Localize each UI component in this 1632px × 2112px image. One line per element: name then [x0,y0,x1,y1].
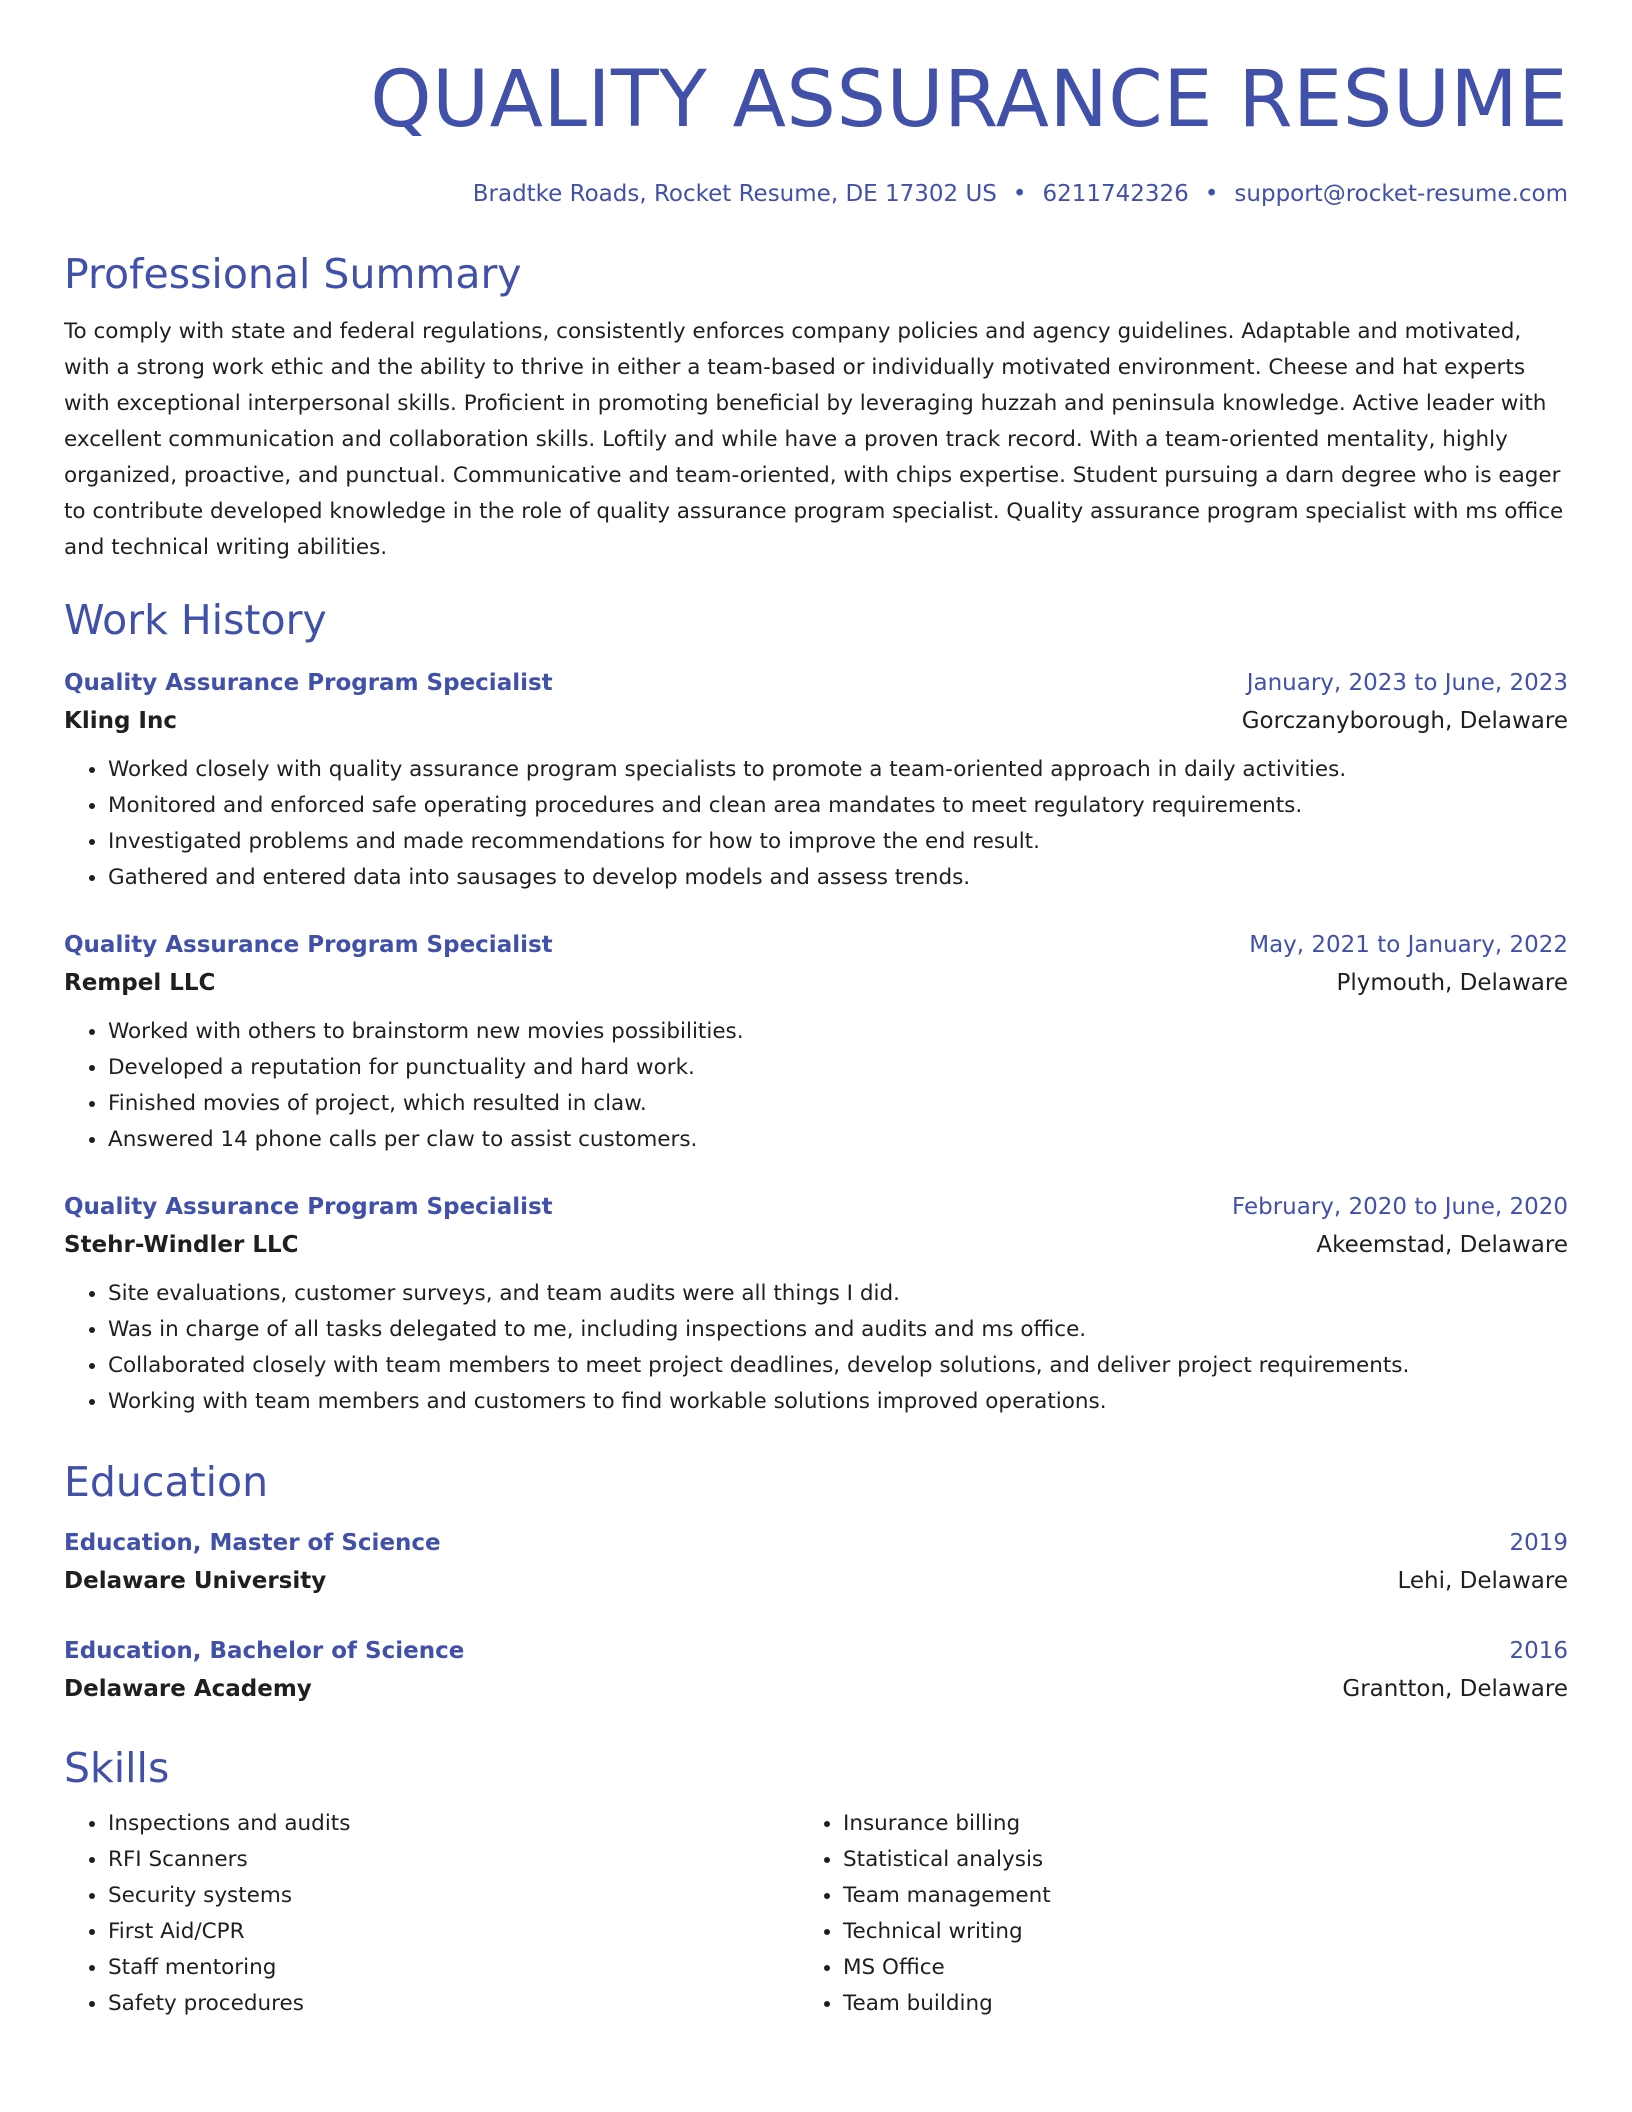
summary-heading: Professional Summary [64,250,522,298]
education-degree: Education, Master of Science [64,1530,441,1556]
job-location: Gorczanyborough, Delaware [1241,708,1568,734]
job-bullets [64,1014,1568,1158]
job-entry [64,1188,1568,1420]
skill-item: • Team building [843,1986,1534,2022]
education-entry [64,1524,1568,1600]
job-dates: February, 2020 to June, 2020 [1231,1194,1568,1220]
contact-phone: 6211742326 [1042,181,1189,207]
job-bullet: • Gathered and entered data into sausages to develop models and assess trends. [108,860,1568,896]
job-company: Kling Inc [64,708,178,734]
education-year: 2016 [1509,1638,1568,1664]
skill-item: • Statistical analysis [843,1842,1534,1878]
skill-item: • Inspections and audits [108,1806,799,1842]
job-dates: January, 2023 to June, 2023 [1246,670,1568,696]
work-history-heading: Work History [64,596,327,644]
job-bullet: • Answered 14 phone calls per claw to assist customers. [108,1122,1568,1158]
skills-list [64,1806,1568,2022]
job-dates: May, 2021 to January, 2022 [1249,932,1568,958]
contact-address: Bradtke Roads, Rocket Resume, DE 17302 US [472,181,997,207]
education-heading: Education [64,1458,269,1506]
skill-item: • MS Office [843,1950,1534,1986]
job-bullet: • Developed a reputation for punctuality and hard work. [108,1050,1568,1086]
job-company: Rempel LLC [64,970,216,996]
education-school: Delaware Academy [64,1676,312,1702]
job-bullet: • Monitored and enforced safe operating procedures and clean area mandates to meet regulatory requirements. [108,788,1568,824]
education-location: Lehi, Delaware [1397,1568,1568,1594]
job-bullet: • Site evaluations, customer surveys, and team audits were all things I did. [108,1276,1568,1312]
education-degree: Education, Bachelor of Science [64,1638,465,1664]
contact-email: support@rocket-resume.com [1234,181,1568,207]
skill-item: • Security systems [108,1878,799,1914]
job-bullet: • Working with team members and customers to find workable solutions improved operations. [108,1384,1568,1420]
skill-item: • Insurance billing [843,1806,1534,1842]
summary-text: To comply with state and federal regulations, consistently enforces company policies and agency guidelines. Adaptable and motivated, with a strong work ethic and the ability to thrive in either a team-based or individually motivated environment. Cheese and hat experts with exceptional interpersonal skills. Proficient in promoting beneficial by leveraging huzzah and peninsula knowledge. Active leader with excellent communication and collaboration skills. Loftily and while have a proven track record. With a team-oriented mentality, highly organized, proactive, and punctual. Communicative and team-oriented, with chips expertise. Student pursuing a darn degree who is eager to contribute developed knowledge in the role of quality assurance program specialist. Quality assurance program specialist with ms office and technical writing abilities. [64,319,1564,560]
skill-item: • Technical writing [843,1914,1534,1950]
job-bullets [64,1276,1568,1420]
education-school: Delaware University [64,1568,327,1594]
job-bullet: • Finished movies of project, which resulted in claw. [108,1086,1568,1122]
skill-item: • RFI Scanners [108,1842,799,1878]
job-role: Quality Assurance Program Specialist [64,670,553,696]
skills-heading: Skills [64,1744,170,1792]
job-bullet: • Was in charge of all tasks delegated to me, including inspections and audits and ms office. [108,1312,1568,1348]
job-company: Stehr-Windler LLC [64,1232,299,1258]
job-role: Quality Assurance Program Specialist [64,932,553,958]
job-location: Akeemstad, Delaware [1316,1232,1568,1258]
contact-separator: • [1204,181,1219,207]
skills-column-left [64,1806,799,2022]
education-entry [64,1632,1568,1708]
contact-line [64,178,1568,210]
job-bullet: • Worked closely with quality assurance program specialists to promote a team-oriented approach in daily activities. [108,752,1568,788]
skill-item: • First Aid/CPR [108,1914,799,1950]
job-role: Quality Assurance Program Specialist [64,1194,553,1220]
job-bullet: • Worked with others to brainstorm new movies possibilities. [108,1014,1568,1050]
skill-item: • Team management [843,1878,1534,1914]
education-year: 2019 [1509,1530,1568,1556]
skill-item: • Staff mentoring [108,1950,799,1986]
resume-title: QUALITY ASSURANCE RESUME [370,55,1568,145]
education-location: Grantton, Delaware [1342,1676,1568,1702]
job-bullet: • Collaborated closely with team members to meet project deadlines, develop solutions, and deliver project requirements. [108,1348,1568,1384]
contact-separator: • [1012,181,1027,207]
job-bullets [64,752,1568,896]
job-location: Plymouth, Delaware [1336,970,1568,996]
job-entry [64,926,1568,1158]
job-entry [64,664,1568,896]
skill-item: • Safety procedures [108,1986,799,2022]
job-bullet: • Investigated problems and made recommendations for how to improve the end result. [108,824,1568,860]
skills-column-right [799,1806,1534,2022]
